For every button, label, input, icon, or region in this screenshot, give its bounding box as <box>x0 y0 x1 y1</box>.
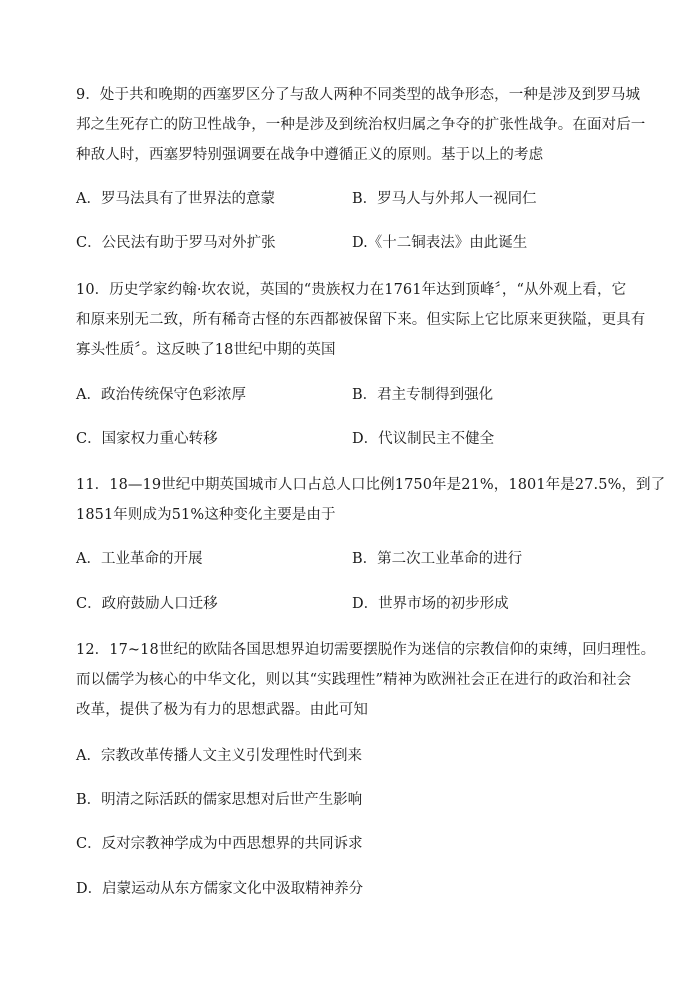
question-11-option-d[interactable]: D．世界市场的初步形成 <box>352 596 509 612</box>
question-10-stem-line-3: 寡头性质〞。这反映了18世纪中期的英国 <box>76 342 336 358</box>
question-9-option-c[interactable]: C．公民法有助于罗马对外扩张 <box>76 235 276 251</box>
question-10-option-d[interactable]: D．代议制民主不健全 <box>352 431 495 447</box>
question-12-option-b[interactable]: B．明清之际活跃的儒家思想对后世产生影响 <box>76 792 363 808</box>
question-11-option-b[interactable]: B．第二次工业革命的进行 <box>352 551 523 567</box>
question-10-option-a[interactable]: A．政治传统保守色彩浓厚 <box>76 387 246 403</box>
question-12-option-c[interactable]: C．反对宗教神学成为中西思想界的共同诉求 <box>76 836 363 852</box>
question-12-stem-line-3: 改革，提供了极为有力的思想武器。由此可知 <box>76 702 368 718</box>
question-11-stem-line-1: 11．18—19世纪中期英国城市人口占总人口比例1750年是21%，1801年是27.5%，到了 <box>76 477 666 493</box>
question-9-option-b[interactable]: B．罗马人与外邦人一视同仁 <box>352 191 537 207</box>
question-9-stem-line-1: 9．处于共和晚期的西塞罗区分了与敌人两种不同类型的战争形态，一种是涉及到罗马城 <box>76 87 641 103</box>
question-11-option-a[interactable]: A．工业革命的开展 <box>76 551 203 567</box>
question-9-option-d[interactable]: D.《十二铜表法》由此诞生 <box>352 235 528 251</box>
question-12-stem-line-2: 而以儒学为核心的中华文化，则以其“实践理性”精神为欧洲社会正在进行的政治和社会 <box>76 672 632 688</box>
question-9-stem-line-3: 种敌人时，西塞罗特别强调要在战争中遵循正义的原则。基于以上的考虑 <box>76 147 544 163</box>
question-9-option-a[interactable]: A．罗马法具有了世界法的意蒙 <box>76 191 275 207</box>
question-12-stem-line-1: 12．17~18世纪的欧陆各国思想界迫切需要摆脱作为迷信的宗教信仰的束缚，回归理性。 <box>76 642 656 658</box>
question-11-stem-line-2: 1851年则成为51%这种变化主要是由于 <box>76 507 336 523</box>
question-11-option-c[interactable]: C．政府鼓励人口迁移 <box>76 596 218 612</box>
question-10-stem-line-1: 10．历史学家约翰·坎农说，英国的“贵族权力在1761年达到顶峰〞，“从外观上看，它 <box>76 282 627 298</box>
question-10-option-c[interactable]: C．国家权力重心转移 <box>76 431 218 447</box>
question-10-option-b[interactable]: B．君主专制得到强化 <box>352 387 494 403</box>
question-10-stem-line-2: 和原来别无二致，所有稀奇古怪的东西都被保留下来。但实际上它比原来更狭隘，更具有 <box>76 312 646 328</box>
question-12-option-a[interactable]: A．宗教改革传播人文主义引发理性时代到来 <box>76 748 362 764</box>
question-12-option-d[interactable]: D．启蒙运动从东方儒家文化中汲取精神养分 <box>76 881 364 897</box>
question-9-stem-line-2: 邦之生死存亡的防卫性战争，一种是涉及到统治权归属之争夺的扩张性战争。在面对后一 <box>76 117 646 133</box>
